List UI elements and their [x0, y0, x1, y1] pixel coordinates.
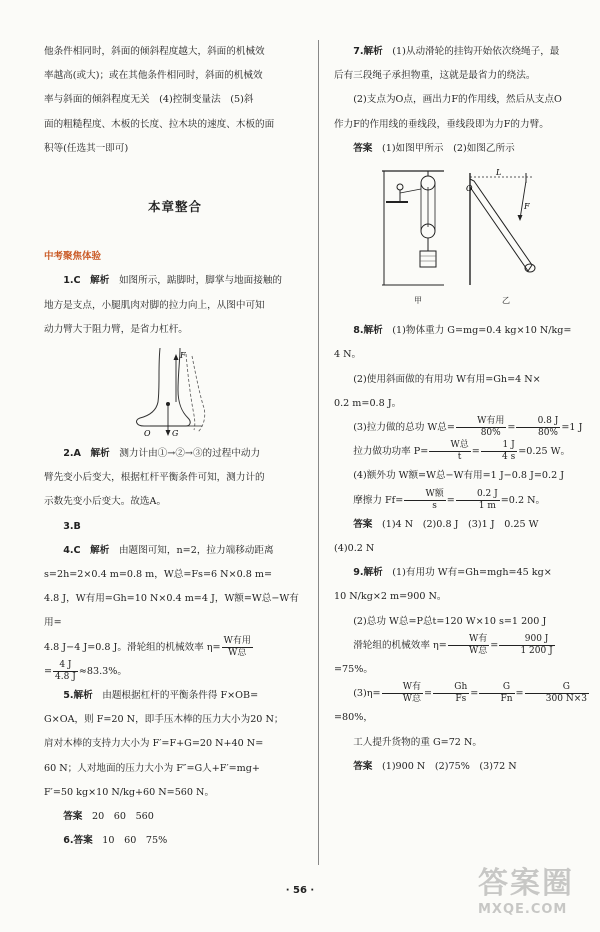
numerator: W有用	[223, 635, 251, 646]
numerator: 4 J	[53, 660, 78, 672]
q4-result: ≈83.3%。	[78, 665, 127, 677]
q7-text: 后有三段绳子承担物重，这就是最省力的绕法。	[334, 70, 536, 82]
fraction	[433, 682, 469, 705]
q5-line1	[44, 684, 306, 708]
q8-line1	[334, 319, 590, 343]
q9-text	[334, 634, 590, 682]
pivot-o-label: O	[466, 184, 473, 194]
answer-text: 10 60 75%	[102, 835, 168, 847]
equals: =	[446, 494, 455, 506]
q8-number: 8.	[353, 325, 364, 337]
q9-result: =75%。	[334, 664, 373, 676]
q8-text-lead: 拉力做功功率 P=	[353, 446, 429, 458]
watermark-text: 答案圈	[478, 866, 574, 901]
q8-text: (4)额外功 W额=W总−W有用=1 J−0.8 J=0.2 J	[353, 470, 565, 482]
fraction	[382, 682, 423, 705]
fraction	[429, 440, 470, 463]
q5-text: G×OA，则 F=20 N，即手压木棒的压力大小为20 N；	[44, 714, 284, 726]
denominator: t	[457, 452, 462, 463]
fraction	[499, 634, 554, 657]
q2-number: 2.A	[63, 448, 81, 460]
q9-line1	[334, 561, 590, 585]
analysis-tag: 解析	[363, 325, 383, 337]
equals: =	[515, 688, 524, 700]
fraction	[53, 660, 78, 683]
q1-text: 地方是支点，小腿肌肉对脚的拉力向上，从图中可知	[44, 299, 265, 311]
q9-text: 工人提升货物的重 G=72 N。	[353, 736, 482, 748]
q8-result: =0.2 N。	[500, 494, 546, 506]
intro-line: 他条件相同时，斜面的倾斜程度越大，斜面的机械效	[44, 46, 265, 57]
q9-text-lead: (3)η=	[353, 688, 381, 700]
left-column	[44, 40, 306, 853]
numerator: G	[479, 682, 514, 694]
denominator: W总	[228, 647, 247, 658]
numerator: 1 J	[481, 440, 517, 452]
numerator: 900 J	[499, 634, 554, 646]
q2-text: 示数先变小后变大。故选A。	[44, 496, 167, 508]
answer-text: (1)900 N (2)75% (3)72 N	[381, 760, 517, 772]
q4-text: 4.8 J，W有用=Gh=10 N×0.4 m=4 J，W额=W总−W有用=	[44, 593, 299, 629]
denominator: 300 N×3	[545, 694, 587, 705]
chapter-title: 本章整合	[147, 199, 202, 215]
numerator: W额	[404, 489, 445, 501]
figure-captions	[334, 289, 590, 313]
pulley-figure-a	[378, 167, 448, 287]
denominator: Fs	[455, 694, 467, 705]
numerator: W有	[448, 634, 489, 646]
denominator: Fn	[500, 694, 513, 705]
q8-text-lead: (3)拉力做的总功 W总=	[353, 422, 455, 434]
analysis-tag: 解析	[363, 46, 383, 57]
q4-text: s=2h=2×0.4 m=0.8 m，W总=Fs=6 N×0.8 m=	[44, 569, 273, 581]
q9-text: (1)有用功 W有=Gh=mgh=45 kg×	[392, 567, 552, 579]
foot-lever-figure	[130, 346, 220, 438]
q6-answer	[44, 829, 306, 853]
analysis-tag: 解析	[90, 275, 110, 287]
denominator: 4.8 J	[55, 671, 76, 682]
denominator: 1 200 J	[520, 645, 553, 656]
fraction	[481, 440, 517, 463]
q7-line1	[334, 40, 590, 64]
pivot-o-label: O	[144, 429, 151, 439]
q5-number: 5.	[63, 690, 74, 702]
q5-text: 肩对木棒的支持力大小为 F′=F+G=20 N+40 N=	[44, 738, 264, 750]
equals: =	[44, 665, 53, 677]
fraction	[479, 682, 514, 705]
intro-line: 积等(任选其一即可)	[44, 142, 129, 154]
q3-number: 3.B	[63, 520, 81, 532]
answer-tag: 答案	[353, 142, 373, 154]
fraction	[456, 489, 500, 512]
lever-figure-b	[466, 167, 546, 287]
q8-answer	[334, 513, 590, 537]
q9-text: 10 N/kg×2 m=900 N。	[334, 591, 447, 603]
column-divider	[318, 40, 319, 865]
q5-text: 由题根据杠杆的平衡条件得 F×OB=	[102, 690, 259, 702]
denominator: s	[432, 500, 437, 511]
analysis-tag: 解析	[363, 567, 383, 579]
answer-tag: 答案	[353, 760, 373, 772]
q8-result: =1 J	[561, 422, 583, 434]
q1-number: 1.C	[63, 275, 81, 287]
section-heading: 中考聚焦体验	[44, 251, 102, 263]
q8-text	[334, 489, 590, 513]
fraction	[525, 682, 589, 705]
q1-line1	[44, 269, 306, 293]
denominator: W总	[468, 645, 488, 656]
q8-text: (2)使用斜面做的有用功 W有用=Gh=4 N×	[353, 373, 541, 385]
q4-text	[44, 660, 306, 684]
q7-figures	[334, 167, 590, 287]
q2-text: 测力计由①→②→③的过程中动力	[119, 448, 261, 460]
q7-text: 作力F的作用线的垂线段，垂线段即为力F的力臂。	[334, 118, 549, 130]
intro-line: 率越高(或大)；或在其他条件相同时，斜面的机械效	[44, 70, 263, 82]
q7-answer	[334, 137, 590, 161]
q8-text	[334, 416, 590, 440]
denominator: 80%	[537, 428, 558, 439]
denominator: W总	[402, 694, 422, 705]
q8-result: =0.25 W。	[518, 446, 571, 458]
intro-line: 率与斜面的倾斜程度无关 (4)控制变量法 (5)斜	[44, 94, 254, 106]
answer-tag: 答案	[63, 811, 83, 823]
numerator: W有用	[456, 416, 506, 428]
gravity-g-label: G	[172, 429, 179, 439]
q4-text-lead: 4.8 J−4 J=0.8 J。滑轮组的机械效率 η=	[44, 641, 221, 653]
denominator: 4 s	[501, 452, 516, 463]
q2-line1	[44, 442, 306, 466]
fraction	[222, 636, 253, 659]
analysis-tag: 解析	[90, 448, 110, 460]
q1-text: 动力臂大于阻力臂，是省力杠杆。	[44, 323, 188, 335]
force-f-label: F	[180, 351, 186, 361]
watermark-logo	[478, 858, 586, 926]
q7-number: 7.	[353, 46, 364, 57]
q5-text: 60 N；人对地面的压力大小为 F″=G人+F′=mg+	[44, 762, 260, 774]
page-number: · 56 ·	[285, 885, 315, 896]
q9-answer	[334, 755, 590, 779]
q5-answer	[44, 805, 306, 829]
q8-text: 4 N。	[334, 349, 362, 361]
caption-b: 乙	[502, 296, 510, 306]
equals: =	[424, 688, 433, 700]
q9-text: (2)总功 W总=P总t=120 W×10 s=1 200 J	[353, 615, 547, 627]
equals: =	[490, 639, 499, 651]
q4-text	[44, 636, 306, 660]
caption-a: 甲	[414, 296, 422, 306]
q8-text: (1)物体重力 G=mg=0.4 kg×10 N/kg=	[392, 325, 572, 337]
equals: =	[471, 446, 480, 458]
q9-result: =80%，	[334, 712, 373, 724]
numerator: W有	[382, 682, 423, 694]
equals: =	[470, 688, 479, 700]
q4-number: 4.C	[63, 544, 81, 556]
analysis-tag: 解析	[73, 690, 93, 702]
q7-text: (2)支点为O点，画出力F的作用线，然后从支点O	[353, 94, 562, 106]
numerator: G	[525, 682, 589, 694]
q8-answer-cont: (4)0.2 N	[334, 543, 375, 555]
q9-number: 9.	[353, 567, 364, 579]
q1-text: 如图所示，踮脚时，脚掌与地面接触的	[118, 275, 283, 287]
q8-text: 0.2 m=0.8 J。	[334, 397, 402, 409]
analysis-tag: 解析	[90, 544, 110, 556]
q5-text: F′=50 kg×10 N/kg+60 N=560 N。	[44, 786, 215, 798]
q3-line	[44, 515, 306, 539]
numerator: 0.2 J	[456, 489, 500, 501]
q6-number: 6.	[63, 835, 74, 847]
q4-text: 由题图可知，n=2，拉力端移动距离	[118, 544, 274, 556]
q2-text: 臂先变小后变大，根据杠杆平衡条件可知，测力计的	[44, 472, 265, 484]
q9-text-lead: 滑轮组的机械效率 η=	[353, 639, 447, 651]
fraction	[404, 489, 445, 512]
intro-line: 面的粗糙程度、木板的长度、拉木块的速度、木板的面	[44, 118, 275, 130]
numerator: W总	[429, 440, 470, 452]
fraction	[456, 416, 506, 439]
answer-text: (1)如图甲所示 (2)如图乙所示	[381, 142, 515, 154]
watermark-url: MXQE.COM	[478, 902, 568, 917]
denominator: 80%	[480, 428, 501, 439]
answer-text: (1)4 N (2)0.8 J (3)1 J 0.25 W	[381, 518, 539, 530]
equals: =	[507, 422, 516, 434]
fraction	[448, 634, 489, 657]
numerator: 0.8 J	[516, 416, 560, 428]
answer-tag: 答案	[353, 518, 373, 530]
answer-text: 20 60 560	[91, 811, 154, 823]
right-column	[334, 40, 590, 779]
force-f-label: F	[524, 202, 530, 212]
q9-text	[334, 682, 590, 730]
fraction	[516, 416, 560, 439]
q8-text-lead: 摩擦力 Ff=	[353, 494, 404, 506]
q7-text: (1)从动滑轮的挂钩开始依次绕绳子，最	[392, 46, 560, 57]
denominator: 1 m	[478, 500, 496, 511]
q8-text	[334, 440, 590, 464]
numerator: Gh	[433, 682, 469, 694]
answer-tag: 答案	[73, 835, 93, 847]
q4-line1	[44, 539, 306, 563]
arm-l-label: L	[496, 168, 502, 178]
